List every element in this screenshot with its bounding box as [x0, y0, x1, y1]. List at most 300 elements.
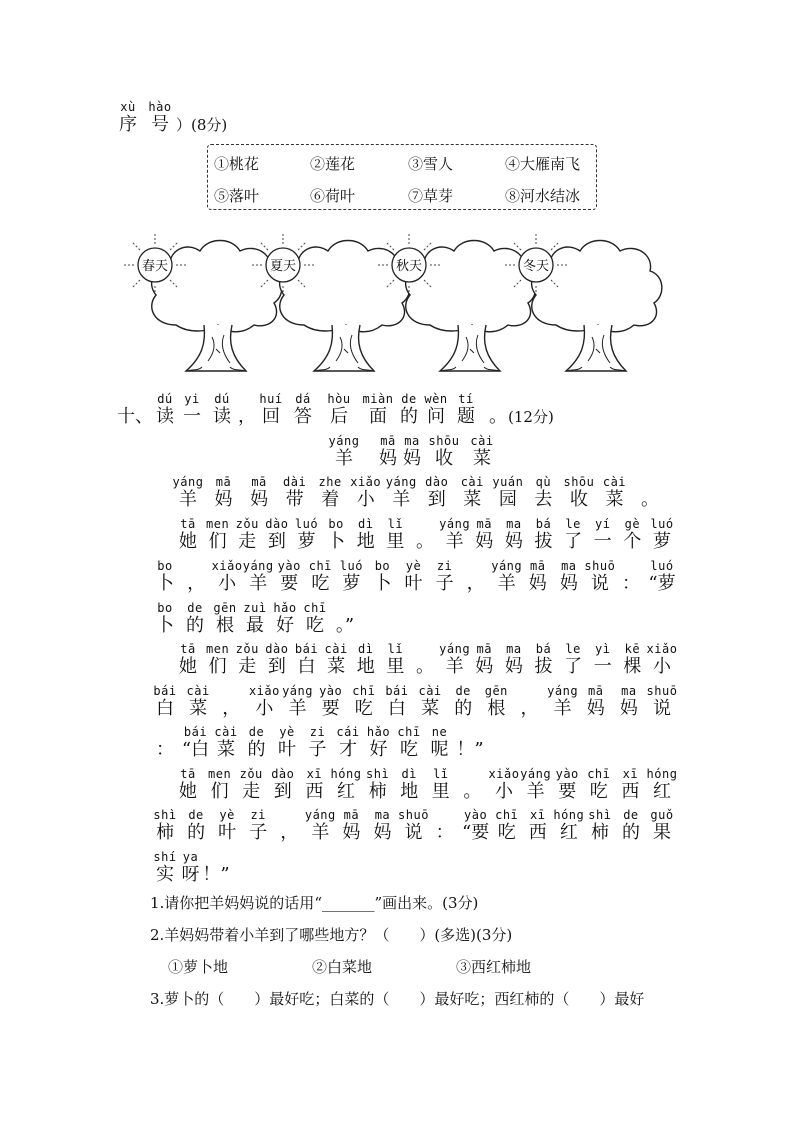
pinyin-text: yào — [555, 767, 579, 781]
hanzi-text: ， — [466, 573, 485, 594]
pinyin-text: dào — [425, 475, 449, 489]
pinyin-text — [520, 684, 538, 698]
pinyin-unit — [319, 475, 342, 511]
pinyin-text: bo — [157, 601, 173, 615]
hanzi-text: 里 — [386, 656, 405, 677]
pinyin-unit — [173, 475, 204, 511]
option-item: ⑤落叶 — [214, 187, 260, 205]
hanzi-text: ： — [435, 822, 454, 843]
score-note: (12分) — [508, 408, 554, 426]
hanzi-text: 小 — [255, 698, 274, 719]
pinyin-text — [416, 517, 434, 531]
pinyin-text: luó — [294, 517, 319, 531]
pinyin-unit — [563, 475, 594, 511]
pinyin-text: yáng — [491, 559, 523, 573]
hanzi-text: 的 — [454, 698, 473, 719]
pinyin-unit — [295, 517, 318, 553]
pinyin-unit — [206, 642, 229, 678]
q2-option-1: ①萝卜地 — [168, 958, 229, 976]
hanzi-text: 到 — [267, 531, 286, 552]
pinyin-unit — [280, 808, 298, 844]
hanzi-text: ， — [187, 573, 206, 594]
hanzi-text: 羊 — [526, 781, 545, 802]
hanzi-text: 羊 — [249, 573, 268, 594]
pinyin-text: zǒu — [235, 517, 259, 531]
pinyin-unit — [647, 767, 678, 803]
pinyin-unit — [647, 684, 678, 720]
pinyin-text: xī — [530, 808, 546, 822]
hanzi-text: 后 — [330, 406, 348, 427]
pinyin-text — [156, 725, 174, 739]
hanzi-text: 答 — [294, 406, 312, 427]
hanzi-text: 她 — [179, 781, 197, 802]
hanzi-text: 着 — [321, 489, 340, 510]
pinyin-text: luó — [339, 559, 363, 573]
pinyin-text: xiǎo — [350, 475, 382, 489]
pinyin-unit — [305, 767, 323, 803]
pinyin-unit — [397, 725, 420, 761]
pinyin-text: zi — [436, 559, 453, 573]
question-3: 3.萝卜的（ ）最好吃；白菜的（ ）最好吃；西红柿的（ ）最好 — [150, 990, 645, 1008]
hanzi-text: 说 — [590, 573, 609, 594]
pinyin-unit — [325, 642, 348, 678]
pinyin-unit — [156, 725, 174, 761]
pinyin-text: bá — [535, 517, 552, 531]
pinyin-unit — [535, 642, 553, 678]
pinyin-unit — [366, 767, 389, 803]
hanzi-text: 地 — [356, 531, 375, 552]
pinyin-text: kē — [624, 642, 641, 656]
pinyin-unit — [186, 601, 204, 637]
hanzi-text: 子 — [435, 573, 454, 594]
pinyin-unit — [236, 517, 259, 553]
hanzi-text: 根 — [216, 615, 234, 636]
pinyin-unit — [265, 642, 288, 678]
pinyin-text: dú — [157, 392, 173, 406]
hanzi-text: 妈 — [504, 656, 523, 677]
pinyin-unit — [153, 850, 176, 886]
pinyin-unit — [336, 601, 354, 637]
hanzi-text: 她 — [179, 531, 197, 552]
pinyin-text: de — [623, 808, 639, 822]
option-item: ④大雁南飞 — [505, 155, 581, 173]
hanzi-text: 里 — [386, 531, 405, 552]
pinyin-unit — [429, 434, 460, 470]
pinyin-unit — [278, 725, 296, 761]
pinyin-text: cài — [324, 642, 348, 656]
hanzi-text: 西 — [621, 781, 640, 802]
hanzi-text: 到 — [273, 781, 292, 802]
option-item: ③雪人 — [408, 155, 454, 173]
pinyin-text: zhe — [318, 475, 342, 489]
pinyin-text: dú — [214, 392, 230, 406]
pinyin-text: ma — [404, 434, 420, 448]
pinyin-unit — [622, 808, 640, 844]
hanzi-text: 题 — [457, 406, 475, 427]
pinyin-unit — [587, 684, 605, 720]
pinyin-unit — [587, 767, 610, 803]
hanzi-text: 。 — [641, 489, 659, 510]
hanzi-text: 了 — [564, 656, 583, 677]
pinyin-text: cài — [470, 434, 494, 448]
hanzi-text: 吃 — [354, 698, 373, 719]
pinyin-text: ne — [431, 725, 448, 739]
pinyin-text: yì — [595, 642, 611, 656]
hanzi-text: 的 — [621, 822, 640, 843]
hanzi-text: 羊 — [392, 489, 411, 510]
pinyin-unit — [475, 517, 493, 553]
hanzi-text: 白 — [387, 698, 406, 719]
pinyin-text: shì — [153, 808, 177, 822]
pinyin-unit — [236, 642, 259, 678]
pinyin-unit — [249, 684, 280, 720]
pinyin-text: bá — [535, 642, 552, 656]
pinyin-unit — [588, 808, 611, 844]
pinyin-text: yáng — [385, 475, 417, 489]
pinyin-unit — [529, 559, 547, 595]
pinyin-row — [0, 559, 794, 603]
pinyin-text: yí — [595, 517, 611, 531]
hanzi-text: ！” — [202, 864, 230, 885]
hanzi-text: 妈 — [373, 822, 392, 843]
pinyin-text: yi — [184, 392, 200, 406]
pinyin-unit — [475, 642, 493, 678]
pinyin-unit — [556, 767, 579, 803]
hanzi-text: 了 — [564, 531, 583, 552]
hanzi-text: 说 — [404, 822, 423, 843]
pinyin-row — [0, 725, 794, 769]
pinyin-text: hóng — [646, 767, 678, 781]
pinyin-unit — [485, 684, 508, 720]
pinyin-text: yào — [277, 559, 301, 573]
hanzi-text: 去 — [534, 489, 553, 510]
pinyin-unit — [271, 767, 294, 803]
pinyin-unit — [535, 517, 553, 553]
pinyin-text: dài — [283, 475, 307, 489]
hanzi-text: 吃 — [306, 615, 324, 636]
pinyin-text: yào — [319, 684, 343, 698]
pinyin-unit — [418, 684, 441, 720]
pinyin-text: lǐ — [387, 642, 404, 656]
pinyin-text: cài — [214, 725, 238, 739]
hanzi-text: 呢 — [430, 739, 449, 760]
pinyin-unit — [650, 517, 673, 553]
pinyin-row — [0, 601, 794, 645]
hanzi-text: 果 — [653, 822, 671, 843]
q2-option-3: ③西红柿地 — [456, 958, 532, 976]
hanzi-text: 收 — [435, 448, 453, 469]
pinyin-unit — [265, 517, 288, 553]
pinyin-unit — [357, 642, 375, 678]
hanzi-text: 读 — [213, 406, 231, 427]
hanzi-text: 最 — [246, 615, 264, 636]
pinyin-unit — [208, 767, 231, 803]
pinyin-unit — [454, 684, 472, 720]
pinyin-text — [463, 767, 481, 781]
pinyin-unit — [379, 434, 397, 470]
score-note: ）(8分) — [176, 116, 228, 134]
hanzi-text: 读 — [156, 406, 174, 427]
pinyin-text: yè — [279, 725, 295, 739]
hanzi-text: 白 — [297, 656, 316, 677]
pinyin-row — [0, 684, 794, 728]
pinyin-text: hóng — [330, 767, 362, 781]
pinyin-text: cái — [336, 725, 360, 739]
hanzi-text: 园 — [498, 489, 517, 510]
pinyin-row — [0, 642, 794, 686]
hanzi-text: 西 — [528, 822, 547, 843]
pinyin-unit — [350, 475, 381, 511]
pinyin-unit — [463, 767, 481, 803]
pinyin-row — [0, 517, 794, 561]
hanzi-text: 们 — [210, 781, 229, 802]
pinyin-unit — [243, 559, 274, 595]
hanzi-text: 一 — [183, 406, 201, 427]
pinyin-unit — [647, 642, 678, 678]
pinyin-row — [0, 850, 794, 894]
pinyin-unit — [564, 517, 582, 553]
hanzi-text: “要 — [462, 822, 490, 843]
hanzi-text: 妈 — [342, 822, 361, 843]
tree-spring — [123, 233, 282, 371]
pinyin-text — [202, 850, 229, 864]
pinyin-text: shuō — [646, 684, 678, 698]
pinyin-unit — [259, 392, 282, 428]
pinyin-text: dào — [271, 767, 295, 781]
hanzi-text: 小 — [356, 489, 375, 510]
hanzi-text: 小 — [495, 781, 513, 802]
pinyin-text: bo — [157, 559, 173, 573]
pinyin-unit — [213, 392, 231, 428]
hanzi-text: 好 — [276, 615, 294, 636]
pinyin-text — [467, 559, 485, 573]
pinyin-text — [489, 392, 507, 406]
pinyin-text: cài — [418, 684, 442, 698]
hanzi-text: 叶 — [404, 573, 423, 594]
hanzi-text: 。 — [416, 656, 434, 677]
pinyin-unit — [470, 434, 493, 470]
pinyin-text: tí — [458, 392, 474, 406]
pinyin-unit — [214, 725, 237, 761]
pinyin-unit — [461, 475, 484, 511]
hanzi-text: ， — [222, 698, 241, 719]
pinyin-text: chī — [397, 725, 421, 739]
pinyin-text: guǒ — [650, 808, 674, 822]
pinyin-text — [622, 559, 640, 573]
hanzi-text: 妈 — [528, 573, 547, 594]
hanzi-text: 面 — [369, 406, 387, 427]
pinyin-unit — [386, 517, 404, 553]
pinyin-unit — [352, 684, 375, 720]
pinyin-row — [0, 434, 794, 478]
hanzi-text: 。 — [416, 531, 434, 552]
pinyin-text: hǎo — [366, 725, 391, 739]
pinyin-text: mā — [530, 559, 546, 573]
option-item: ⑥荷叶 — [310, 187, 356, 205]
hanzi-text: 吃 — [311, 573, 330, 594]
pinyin-text: dào — [265, 642, 289, 656]
hanzi-text: 妈 — [403, 448, 421, 469]
pinyin-unit — [156, 601, 174, 637]
hanzi-text: 柿 — [156, 822, 174, 843]
hanzi-text: 红 — [653, 781, 671, 802]
pinyin-unit — [620, 684, 638, 720]
pinyin-text: ma — [561, 559, 577, 573]
pinyin-text: yáng — [439, 642, 471, 656]
hanzi-text: 地 — [400, 781, 419, 802]
hanzi-text: 才 — [339, 739, 357, 760]
pinyin-unit — [385, 684, 408, 720]
hanzi-text: “萝 — [648, 573, 676, 594]
pinyin-text: ma — [506, 517, 522, 531]
pinyin-unit — [156, 559, 174, 595]
pinyin-unit — [250, 475, 268, 511]
pinyin-text: mā — [380, 434, 396, 448]
pinyin-unit — [623, 517, 641, 553]
pinyin-unit — [202, 850, 229, 886]
pinyin-unit — [183, 392, 201, 428]
hanzi-text: 吃 — [589, 781, 608, 802]
pinyin-text: chī — [587, 767, 611, 781]
hanzi-text: 拔 — [534, 531, 553, 552]
pinyin-unit — [187, 684, 210, 720]
pinyin-unit — [436, 559, 454, 595]
hanzi-text: 到 — [267, 656, 286, 677]
hanzi-text: 妈 — [475, 531, 494, 552]
hanzi-text: 妈 — [475, 656, 494, 677]
pinyin-text — [117, 392, 153, 406]
pinyin-text: bái — [294, 642, 319, 656]
hanzi-text: 地 — [356, 656, 375, 677]
pinyin-text — [456, 725, 483, 739]
pinyin-text: huí — [259, 392, 283, 406]
pinyin-text: hào — [148, 100, 172, 114]
hanzi-text: 们 — [208, 531, 227, 552]
pinyin-text: zuì — [243, 601, 267, 615]
pinyin-unit — [187, 808, 205, 844]
pinyin-text: miàn — [362, 392, 394, 406]
pinyin-text: dào — [265, 517, 289, 531]
pinyin-text: yáng — [439, 517, 471, 531]
pinyin-unit — [212, 559, 243, 595]
season-label-spring: 春天 — [141, 259, 169, 274]
pinyin-unit — [424, 392, 447, 428]
pinyin-unit — [309, 725, 327, 761]
pinyin-unit — [153, 808, 176, 844]
hanzi-text: 红 — [337, 781, 355, 802]
pinyin-text: bái — [183, 725, 208, 739]
pinyin-unit — [416, 517, 434, 553]
pinyin-text: zi — [250, 808, 266, 822]
pinyin-text: tā — [180, 642, 196, 656]
pinyin-unit — [179, 767, 197, 803]
hanzi-text: 。” — [335, 615, 355, 636]
pinyin-text: shōu — [563, 475, 595, 489]
hanzi-text: 妈 — [214, 489, 233, 510]
pinyin-text: dá — [295, 392, 311, 406]
hanzi-text: 萝 — [653, 531, 671, 552]
pinyin-unit — [278, 559, 301, 595]
pinyin-unit — [520, 684, 538, 720]
pinyin-unit — [218, 808, 236, 844]
pinyin-text: ma — [621, 684, 637, 698]
pinyin-text: wèn — [424, 392, 448, 406]
hanzi-text: 叶 — [218, 822, 237, 843]
pinyin-unit — [303, 601, 326, 637]
hanzi-text: 。 — [489, 406, 507, 427]
pinyin-text: zǒu — [235, 642, 259, 656]
hanzi-text: 回 — [262, 406, 280, 427]
hanzi-text: 羊 — [288, 698, 307, 719]
pinyin-text: yáng — [282, 684, 313, 698]
hanzi-text: 要 — [558, 781, 577, 802]
hanzi-text: 妈 — [250, 489, 269, 510]
season-trees-illustration — [0, 225, 794, 385]
hanzi-text: 走 — [242, 781, 261, 802]
pinyin-text: yáng — [304, 808, 336, 822]
pinyin-unit — [457, 392, 475, 428]
pinyin-text: yáng — [520, 767, 552, 781]
pinyin-unit — [386, 475, 417, 511]
hanzi-text: 羊 — [335, 448, 353, 469]
pinyin-unit — [648, 559, 675, 595]
hanzi-text: 一 — [593, 531, 612, 552]
q2-option-2: ②白菜地 — [312, 958, 373, 976]
hanzi-text: 菜 — [327, 656, 346, 677]
pinyin-unit — [623, 642, 641, 678]
pinyin-text — [436, 808, 454, 822]
pinyin-unit — [309, 559, 332, 595]
pinyin-unit — [373, 808, 391, 844]
pinyin-text: shí — [153, 850, 177, 864]
hanzi-text: 菜 — [217, 739, 235, 760]
pinyin-unit — [213, 601, 236, 637]
question-1: 1.请你把羊妈妈说的话用“_______”画出来。(3分) — [150, 894, 479, 912]
options-box — [207, 144, 597, 210]
hanzi-text: 妈 — [379, 448, 397, 469]
pinyin-row — [0, 100, 794, 144]
hanzi-text: ： — [621, 573, 640, 594]
pinyin-unit — [534, 475, 552, 511]
pinyin-unit — [603, 475, 626, 511]
pinyin-unit — [319, 684, 342, 720]
hanzi-text: 西 — [305, 781, 324, 802]
hanzi-text: ， — [520, 698, 539, 719]
hanzi-text: 羊 — [553, 698, 572, 719]
pinyin-unit — [240, 767, 263, 803]
pinyin-unit — [594, 517, 612, 553]
pinyin-unit — [456, 725, 483, 761]
pinyin-row — [0, 392, 794, 436]
pinyin-unit — [594, 642, 612, 678]
pinyin-unit — [295, 642, 318, 678]
hanzi-text: 妈 — [619, 698, 638, 719]
pinyin-text: lǐ — [433, 767, 449, 781]
hanzi-text: 卜 — [156, 573, 174, 594]
question-2: 2.羊妈妈带着小羊到了哪些地方？（ ）(多选)(3分) — [150, 926, 513, 944]
hanzi-text: 吃 — [497, 822, 516, 843]
hanzi-text: 棵 — [623, 656, 642, 677]
pinyin-text: men — [206, 517, 230, 531]
hanzi-text: ， — [238, 406, 256, 427]
pinyin-text — [187, 559, 205, 573]
pinyin-text: chī — [308, 559, 332, 573]
pinyin-text: xī — [306, 767, 323, 781]
pinyin-unit — [357, 517, 375, 553]
hanzi-text: 问 — [427, 406, 445, 427]
pinyin-text: bái — [385, 684, 409, 698]
hanzi-text: 一 — [593, 656, 612, 677]
